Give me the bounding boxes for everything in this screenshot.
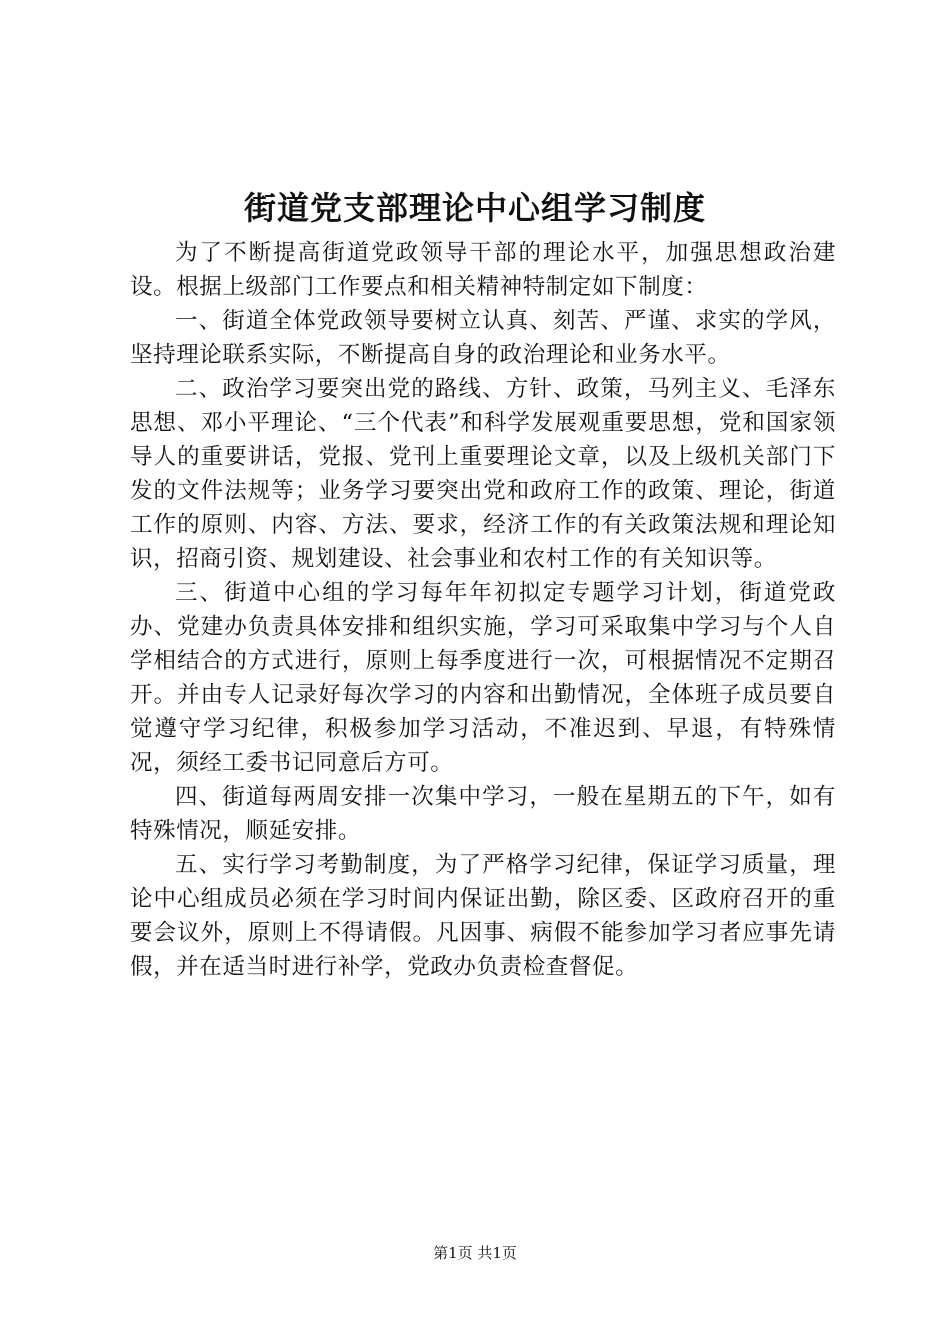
paragraph-item-1: 一、街道全体党政领导要树立认真、刻苦、严谨、求实的学风，坚持理论联系实际，不断提高自身的政治理论和业务水平。: [130, 308, 836, 368]
document-title: 街道党支部理论中心组学习制度: [243, 189, 706, 227]
document-body: [130, 236, 836, 984]
paragraph-item-2: 二、政治学习要突出党的路线、方针、政策，马列主义、毛泽东思想、邓小平理论、“三个代表”和科学发展观重要思想，党和国家领导人的重要讲话，党报、党刊上重要理论文章，以及上级机关部门下发的文件法规等；业务学习要突出党和政府工作的政策、理论，街道工作的原则、内容、方法、要求，经济工作的有关政策法规和理论知识，招商引资、规划建设、社会事业和农村工作的有关知识等。: [130, 376, 836, 572]
paragraph-item-4: 四、街道每两周安排一次集中学习，一般在星期五的下午，如有特殊情况，顺延安排。: [130, 784, 836, 844]
paragraph-intro: 为了不断提高街道党政领导干部的理论水平，加强思想政治建设。根据上级部门工作要点和相关精神特制定如下制度：: [130, 240, 836, 300]
paragraph-item-3: 三、街道中心组的学习每年年初拟定专题学习计划，街道党政办、党建办负责具体安排和组织实施，学习可采取集中学习与个人自学相结合的方式进行，原则上每季度进行一次，可根据情况不定期召开。并由专人记录好每次学习的内容和出勤情况，全体班子成员要自觉遵守学习纪律，积极参加学习活动，不准迟到、早退，有特殊情况，须经工委书记同意后方可。: [130, 580, 836, 776]
paragraph-item-5: 五、实行学习考勤制度，为了严格学习纪律，保证学习质量，理论中心组成员必须在学习时间内保证出勤，除区委、区政府召开的重要会议外，原则上不得请假。凡因事、病假不能参加学习者应事先请假，并在适当时进行补学，党政办负责检查督促。: [130, 852, 836, 980]
page-footer: 第1页 共1页: [433, 1244, 517, 1262]
